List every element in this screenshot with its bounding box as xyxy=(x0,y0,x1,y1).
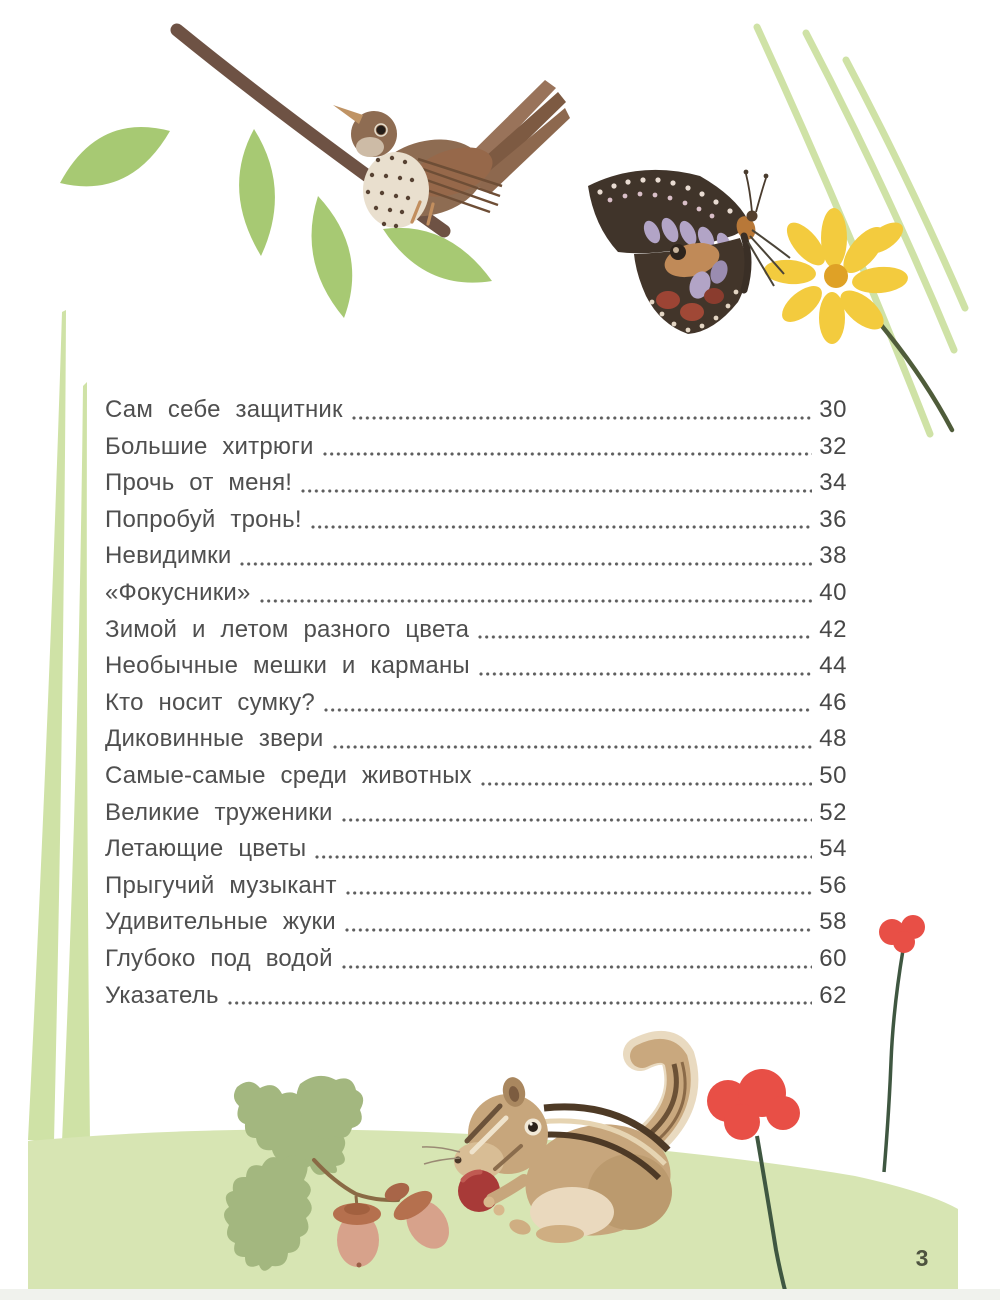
butterfly-illustration xyxy=(588,170,790,334)
toc-entry-title: Указатель xyxy=(105,981,219,1009)
toc-entry xyxy=(105,978,847,1015)
toc-leader-dots xyxy=(333,745,813,749)
toc-leader-dots xyxy=(324,708,812,712)
toc-entry-title: Самые-самые среди животных xyxy=(105,761,472,789)
toc-entry xyxy=(105,758,847,795)
toc-entry xyxy=(105,538,847,575)
toc-entry-title: Кто носит сумку? xyxy=(105,688,315,716)
toc-entry-page: 48 xyxy=(819,725,847,753)
toc-entry-page: 46 xyxy=(819,688,847,716)
toc-leader-dots xyxy=(481,782,812,786)
toc-entry-page: 56 xyxy=(819,871,847,899)
toc-entry-title: Великие труженики xyxy=(105,798,333,826)
toc-entry-page: 54 xyxy=(819,835,847,863)
toc-entry-page: 40 xyxy=(819,578,847,606)
toc-entry xyxy=(105,392,847,429)
toc-entry-page: 30 xyxy=(819,396,847,423)
page-number: 3 xyxy=(915,1245,929,1271)
toc-entry-title: Зимой и летом разного цвета xyxy=(105,615,470,643)
toc-entry xyxy=(105,941,847,978)
toc-entry-page: 36 xyxy=(819,505,847,533)
toc-entry xyxy=(105,904,847,941)
toc-entry xyxy=(105,429,847,466)
toc-entry-title: Прочь от меня! xyxy=(105,469,293,497)
toc-entry-title: Невидимки xyxy=(105,542,232,570)
toc-entry-title: Сам себе защитник xyxy=(105,396,343,423)
toc-entry-page: 62 xyxy=(819,981,847,1009)
toc-entry-page: 58 xyxy=(819,908,847,936)
toc-entry-page: 52 xyxy=(819,798,847,826)
toc-leader-dots xyxy=(346,891,813,895)
toc-entry xyxy=(105,465,847,502)
toc-entry-title: Большие хитрюги xyxy=(105,432,314,460)
toc-entry-title: Необычные мешки и карманы xyxy=(105,652,470,680)
toc-entry xyxy=(105,685,847,722)
toc-leader-dots xyxy=(228,1001,813,1005)
toc-leader-dots xyxy=(301,489,812,493)
toc-entry-title: Удивительные жуки xyxy=(105,908,336,936)
toc-leader-dots xyxy=(311,525,813,529)
toc-entry-title: Попробуй тронь! xyxy=(105,505,302,533)
toc-entry-page: 42 xyxy=(819,615,847,643)
page-bottom-edge xyxy=(0,1289,1000,1300)
toc-entry xyxy=(105,502,847,539)
toc-entry-title: Глубоко под водой xyxy=(105,944,333,972)
toc-entry-page: 50 xyxy=(819,761,847,789)
toc-entry-page: 34 xyxy=(819,469,847,497)
toc-entry xyxy=(105,721,847,758)
toc-entry xyxy=(105,795,847,832)
bird-illustration xyxy=(333,80,570,228)
toc-leader-dots xyxy=(479,672,812,676)
toc-leader-dots xyxy=(342,818,813,822)
toc-entry xyxy=(105,575,847,612)
toc-leader-dots xyxy=(260,599,813,603)
toc-leader-dots xyxy=(315,855,812,859)
toc-leader-dots xyxy=(345,928,812,932)
toc-entry-title: «Фокусники» xyxy=(105,578,251,606)
toc-entry-page: 60 xyxy=(819,944,847,972)
toc-leader-dots xyxy=(323,452,813,456)
table-of-contents xyxy=(105,392,847,1014)
toc-leader-dots xyxy=(352,416,813,420)
toc-leader-dots xyxy=(240,562,812,566)
toc-entry xyxy=(105,868,847,905)
grass-blades-left-icon xyxy=(28,310,90,1142)
toc-entry-title: Летающие цветы xyxy=(105,835,307,863)
toc-entry-title: Диковинные звери xyxy=(105,725,324,753)
toc-entry xyxy=(105,648,847,685)
toc-entry-page: 44 xyxy=(819,652,847,680)
toc-entry-page: 32 xyxy=(819,432,847,460)
toc-entry-page: 38 xyxy=(819,542,847,570)
toc-entry xyxy=(105,612,847,649)
toc-leader-dots xyxy=(342,965,813,969)
toc-leader-dots xyxy=(478,635,812,639)
toc-entry-title: Прыгучий музыкант xyxy=(105,871,337,899)
toc-entry xyxy=(105,831,847,868)
